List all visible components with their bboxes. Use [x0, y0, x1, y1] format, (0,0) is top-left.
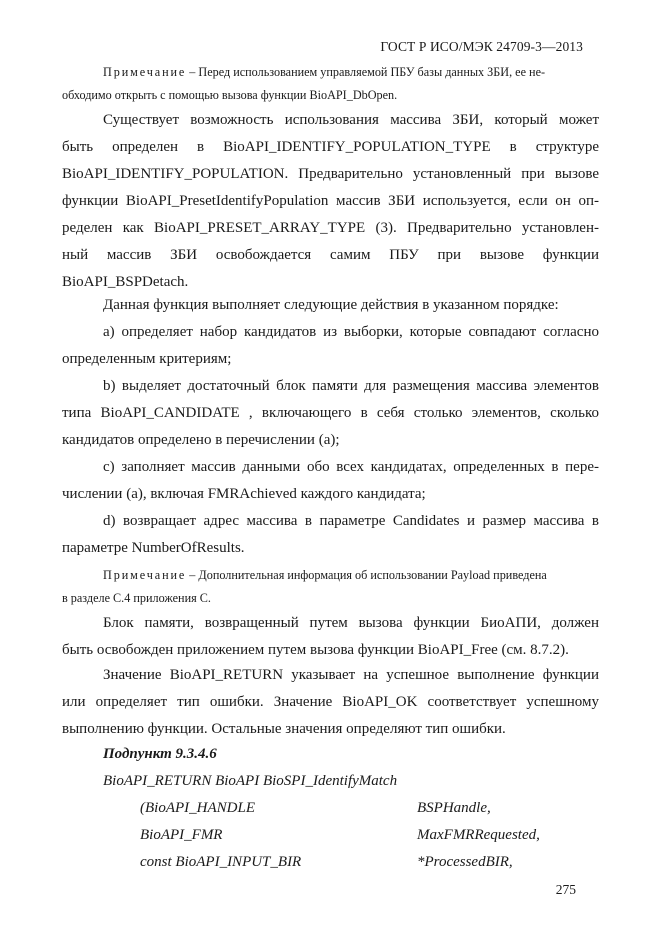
note-label: Примечание: [103, 568, 187, 582]
param-type: BioAPI_FMR: [140, 827, 223, 843]
text-line: b) выделяет достаточный блок памяти для размещения массива элементов: [103, 378, 599, 394]
text-line: быть освобожден приложением путем вызова функции BioAPI_Free (см. 8.7.2).: [62, 642, 569, 658]
text-line: типа BioAPI_CANDIDATE , включающего в себя столько элементов, сколько: [62, 405, 599, 421]
text-line: BioAPI_IDENTIFY_POPULATION. Предварительно установленный при вызове: [62, 166, 599, 182]
text-line: Данная функция выполняет следующие действия в указанном порядке:: [103, 297, 559, 313]
text-line: Существует возможность использования массива ЗБИ, который может: [103, 112, 599, 128]
text-line: быть определен в BioAPI_IDENTIFY_POPULATION_TYPE в структуре: [62, 139, 599, 155]
text-line: выполнению функции. Остальные значения определяют тип ошибки.: [62, 721, 506, 737]
text-line: параметре NumberOfResults.: [62, 540, 245, 556]
note-1-line-1: Примечание – Перед использованием управляемой ПБУ базы данных ЗБИ, ее не-: [103, 65, 546, 79]
text-line: определенным критериям;: [62, 351, 232, 367]
text-line: BioAPI_BSPDetach.: [62, 274, 189, 290]
page-number: 275: [555, 882, 576, 897]
text-line: ный массив ЗБИ освобождается самим ПБУ при вызове функции: [62, 247, 599, 263]
text-line: a) определяет набор кандидатов из выборки, которые совпадают согласно: [103, 324, 599, 340]
note-2-line-2: в разделе C.4 приложения C.: [62, 591, 211, 605]
note-1-line-2: обходимо открыть с помощью вызова функции BioAPI_DbOpen.: [62, 88, 398, 102]
param-name: MaxFMRRequested,: [417, 827, 540, 843]
note-label: Примечание: [103, 65, 187, 79]
param-type: (BioAPI_HANDLE: [140, 800, 255, 816]
text-line: или определяет тип ошибки. Значение BioAPI_OK соответствует успешному: [62, 694, 599, 710]
param-type: const BioAPI_INPUT_BIR: [140, 854, 302, 870]
subsection-heading: Подпункт 9.3.4.6: [103, 746, 217, 762]
text-line: числении (a), включая FMRAchieved каждого кандидата;: [62, 486, 426, 502]
text-line: функции BioAPI_PresetIdentifyPopulation массив ЗБИ используется, если он оп-: [62, 193, 599, 209]
text-line: c) заполняет массив данными обо всех кандидатах, определенных в пере-: [103, 459, 599, 475]
page-header: ГОСТ Р ИСО/МЭК 24709-3—2013: [380, 39, 583, 54]
text-line: d) возвращает адрес массива в параметре Candidates и размер массива в: [103, 513, 599, 529]
param-name: *ProcessedBIR,: [417, 854, 513, 870]
function-signature: BioAPI_RETURN BioAPI BioSPI_IdentifyMatch: [103, 773, 398, 789]
note-2-line-1: Примечание – Дополнительная информация об использовании Payload приведена: [103, 568, 547, 582]
text-line: Значение BioAPI_RETURN указывает на успешное выполнение функции: [103, 667, 599, 683]
text-line: Блок памяти, возвращенный путем вызова функции БиоАПИ, должен: [103, 615, 599, 631]
text-line: кандидатов определено в перечислении (a);: [62, 432, 340, 448]
param-name: BSPHandle,: [417, 800, 491, 816]
text-line: ределен как BioAPI_PRESET_ARRAY_TYPE (3). Предварительно установлен-: [62, 220, 599, 236]
